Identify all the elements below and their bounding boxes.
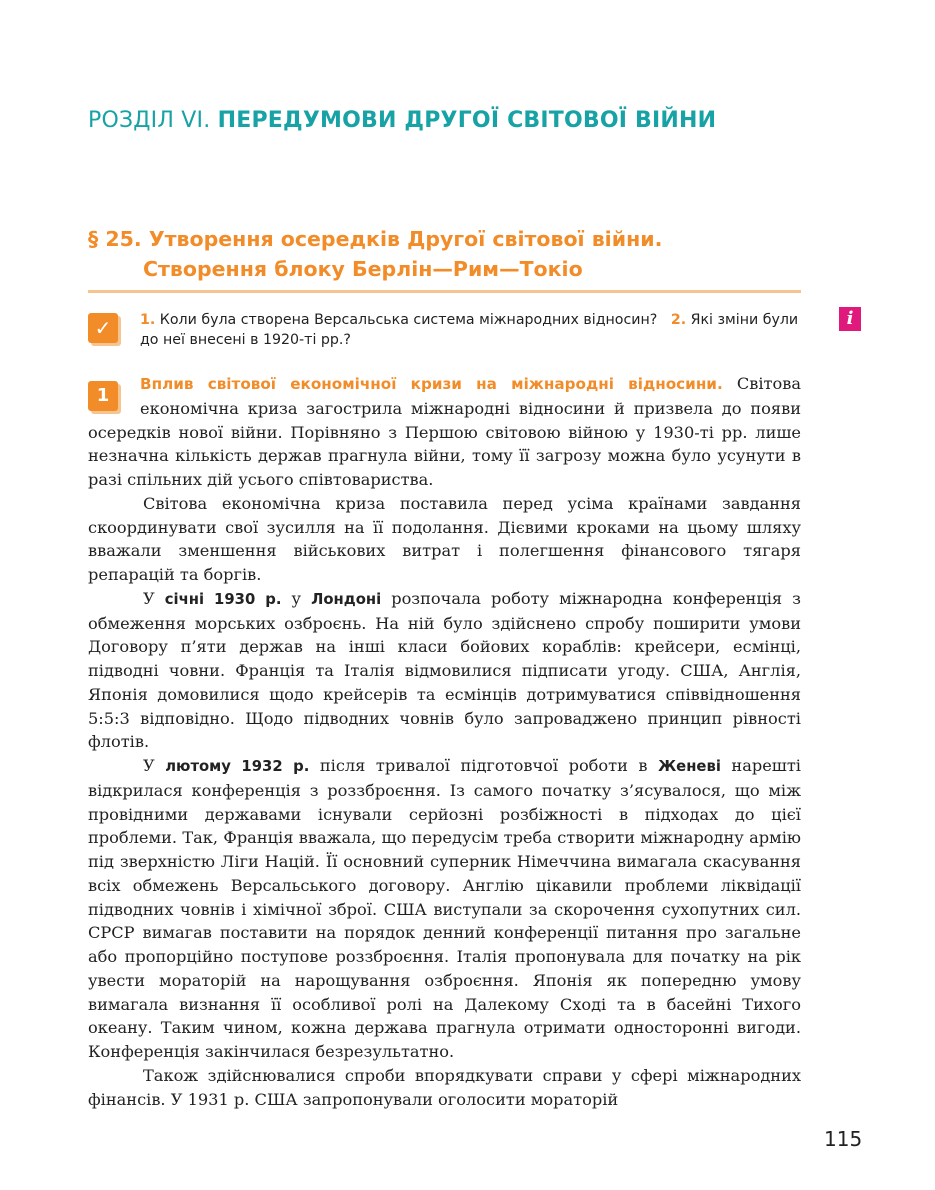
chapter-heading bbox=[88, 108, 716, 133]
question-1-number: 1. bbox=[140, 312, 156, 328]
paragraph-3 bbox=[88, 587, 801, 754]
paragraph-title bbox=[88, 224, 662, 284]
p4-c: нарешті відкрилася конференція з роззброєння. Із самого початку з’ясувалося, що між провідними державами існували серйозні розбіжності в підходах до цієї проблеми. Так, Франція вважала, що передусім треба створити міжнародну армію під зверхністю Ліги Націй. Її основний суперник Німеччина вимагала скасування всіх обмежень Версальського договору. Англію цікавили проблеми ліквідації підводних човнів і хімічної зброї. США виступали за скорочення сухопутних сил. СРСР вимагав поставити на порядок денний конференції питання про загальне або пропорційно поступове роззброєння. Італія пропонувала для початку на рік увести мораторій на нарощування озброєння. Японія як попередню умову вимагала визнання її особливої ролі на Далекому Сході та в басейні Тихого океану. Таким чином, кожна держава прагнула отримати односторонні вигоди. Конференція закінчилася безрезультатно. bbox=[88, 756, 801, 1061]
p4-a: У bbox=[143, 756, 155, 775]
paragraph-2: Світова економічна криза поставила перед усіма країнами завдання скоординувати свої зусилля на її подолання. Дієвими кроками на цьому шляху вважали зменшення військових витрат і полегшення фінансового тягаря репарацій та боргів. bbox=[88, 493, 801, 584]
keyword-january-1930: січні 1930 р. bbox=[164, 590, 282, 608]
question-2-text: Які зміни були до неї внесені в 1920-ті рр.? bbox=[140, 312, 799, 348]
paragraph-title-line2: Створення блоку Берлін—Рим—Токіо bbox=[143, 257, 583, 281]
keyword-london: Лондоні bbox=[311, 590, 382, 608]
review-questions bbox=[140, 310, 805, 350]
paragraph-title-line1: § 25. Утворення осередків Другої світової війни. bbox=[88, 227, 663, 251]
question-1-text: Коли була створена Версальська система міжнародних відносин? bbox=[159, 312, 658, 328]
info-icon: i bbox=[839, 307, 861, 331]
p3-a: У bbox=[143, 588, 155, 608]
chapter-title: ПЕРЕДУМОВИ ДРУГОЇ СВІТОВОЇ ВІЙНИ bbox=[217, 108, 717, 133]
p3-c: розпочала роботу міжнародна конференція з обмеження морських озброєнь. На ній було здійснено спробу поширити умови Договору п’яти держав на інші класи бойових кораблів: крейсери, есмінці, підводні човни. Франція та Італія відмовилися підписати угоду. США, Англія, Японія домовилися щодо крейсерів та есмінців дотримуватися співвідношення 5:5:3 відповідно. Щодо підводних човнів було запроваджено принцип рівності флотів. bbox=[88, 588, 801, 752]
page-number: 115 bbox=[824, 1127, 863, 1151]
checkmark-icon: ✓ bbox=[88, 313, 118, 343]
p3-b: у bbox=[291, 588, 302, 608]
title-divider bbox=[88, 290, 801, 293]
keyword-geneva: Женеві bbox=[658, 758, 721, 775]
section-number-badge: 1 bbox=[88, 381, 118, 411]
question-2-number: 2. bbox=[670, 312, 687, 328]
paragraph-1 bbox=[88, 372, 801, 492]
paragraph-1-text: Світова економічна криза загострила міжнародні відносини й призвела до появи осередків нової війни. Порівняно з Першою світовою війною у 1930-ті рр. лише незначна кількість держав прагнула війни, тому її загрозу можна було усунути в разі спільних дій усього співтовариства. bbox=[88, 374, 801, 489]
chapter-prefix: РОЗДІЛ VI. bbox=[88, 108, 211, 133]
section-heading: Вплив світової економічної кризи на міжнародні відносини. bbox=[140, 375, 723, 393]
paragraph-4 bbox=[88, 754, 801, 1064]
paragraph-5: Також здійснювалися спроби впорядкувати справи у сфері міжнародних фінансів. У 1931 р. США запропонували оголосити мораторій bbox=[88, 1065, 801, 1109]
p4-b: після тривалої підготовчої роботи в bbox=[319, 756, 648, 775]
section-body bbox=[88, 372, 801, 1111]
keyword-february-1932: лютому 1932 р. bbox=[165, 758, 310, 775]
